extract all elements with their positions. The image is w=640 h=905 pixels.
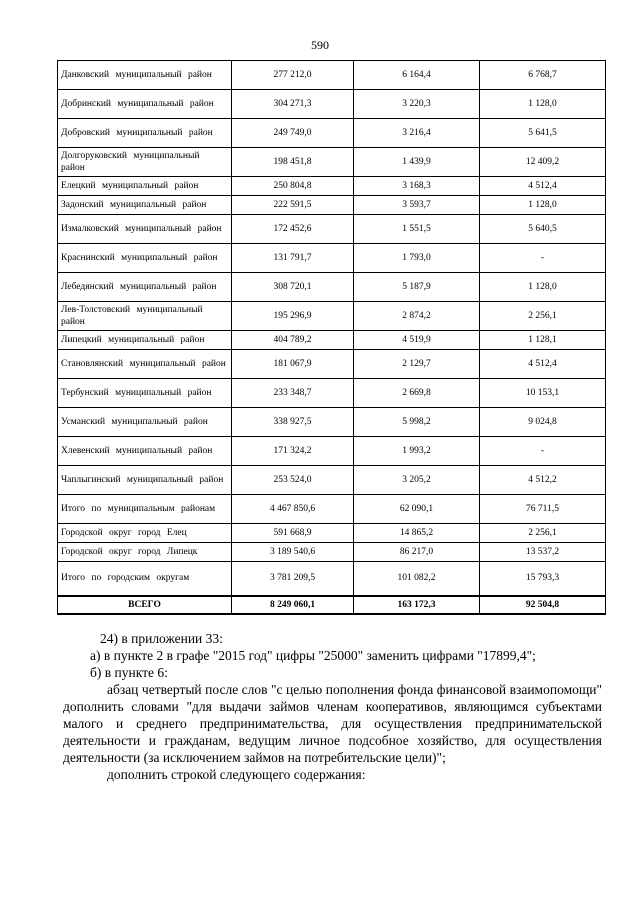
row-name-cell: Долгоруковский муниципальный район: [58, 148, 232, 177]
row-value-cell: 2 669,8: [354, 379, 480, 408]
row-value-cell: 2 874,2: [354, 302, 480, 331]
row-value-cell: 62 090,1: [354, 495, 480, 524]
row-value-cell: 5 998,2: [354, 408, 480, 437]
table-body: [58, 61, 606, 614]
row-value-cell: 233 348,7: [232, 379, 354, 408]
row-value-cell: 277 212,0: [232, 61, 354, 90]
row-value-cell: 4 519,9: [354, 331, 480, 350]
row-value-cell: 3 205,2: [354, 466, 480, 495]
row-value-cell: -: [480, 437, 606, 466]
row-value-cell: 250 804,8: [232, 177, 354, 196]
row-value-cell: 5 187,9: [354, 273, 480, 302]
row-value-cell: 1 793,0: [354, 244, 480, 273]
row-value-cell: 3 593,7: [354, 196, 480, 215]
row-name-cell: Измалковский муниципальный район: [58, 215, 232, 244]
row-value-cell: 222 591,5: [232, 196, 354, 215]
table-row: [58, 543, 606, 562]
row-value-cell: 9 024,8: [480, 408, 606, 437]
row-value-cell: 6 164,4: [354, 61, 480, 90]
row-value-cell: 4 512,4: [480, 350, 606, 379]
row-value-cell: 10 153,1: [480, 379, 606, 408]
row-value-cell: 181 067,9: [232, 350, 354, 379]
row-value-cell: 4 512,2: [480, 466, 606, 495]
row-value-cell: 101 082,2: [354, 562, 480, 596]
row-value-cell: 172 452,6: [232, 215, 354, 244]
row-value-cell: 3 168,3: [354, 177, 480, 196]
row-value-cell: 12 409,2: [480, 148, 606, 177]
row-value-cell: 1 128,0: [480, 196, 606, 215]
row-name-cell: Городской округ город Липецк: [58, 543, 232, 562]
page-number: 590: [311, 38, 329, 52]
row-name-cell: Добровский муниципальный район: [58, 119, 232, 148]
row-value-cell: 2 256,1: [480, 524, 606, 543]
table-row: [58, 466, 606, 495]
row-value-cell: 5 640,5: [480, 215, 606, 244]
table-row: [58, 61, 606, 90]
table-row: [58, 90, 606, 119]
row-value-cell: 4 512,4: [480, 177, 606, 196]
table-row: [58, 331, 606, 350]
total-value-cell: 163 172,3: [354, 596, 480, 614]
table-row: [58, 302, 606, 331]
budget-table: [57, 60, 606, 615]
table-row: [58, 196, 606, 215]
row-value-cell: 1 128,0: [480, 273, 606, 302]
row-value-cell: -: [480, 244, 606, 273]
row-value-cell: 308 720,1: [232, 273, 354, 302]
row-value-cell: 2 129,7: [354, 350, 480, 379]
total-value-cell: 92 504,8: [480, 596, 606, 614]
row-value-cell: 198 451,8: [232, 148, 354, 177]
row-value-cell: 5 641,5: [480, 119, 606, 148]
row-name-cell: Липецкий муниципальный район: [58, 331, 232, 350]
row-value-cell: 2 256,1: [480, 302, 606, 331]
row-name-cell: Краснинский муниципальный район: [58, 244, 232, 273]
row-value-cell: 3 220,3: [354, 90, 480, 119]
row-name-cell: Елецкий муниципальный район: [58, 177, 232, 196]
row-value-cell: 4 467 850,6: [232, 495, 354, 524]
table-row: [58, 495, 606, 524]
row-name-cell: Хлевенский муниципальный район: [58, 437, 232, 466]
row-value-cell: 304 271,3: [232, 90, 354, 119]
table-row: [58, 350, 606, 379]
row-name-cell: Лебедянский муниципальный район: [58, 273, 232, 302]
table-row: [58, 177, 606, 196]
row-value-cell: 3 189 540,6: [232, 543, 354, 562]
row-value-cell: 13 537,2: [480, 543, 606, 562]
row-name-cell: Данковский муниципальный район: [58, 61, 232, 90]
total-value-cell: 8 249 060,1: [232, 596, 354, 614]
row-name-cell: Добринский муниципальный район: [58, 90, 232, 119]
row-name-cell: Задонский муниципальный район: [58, 196, 232, 215]
table-row: [58, 215, 606, 244]
row-name-cell: Становлянский муниципальный район: [58, 350, 232, 379]
row-value-cell: 6 768,7: [480, 61, 606, 90]
table-row: [58, 148, 606, 177]
table-row: [58, 524, 606, 543]
row-value-cell: 131 791,7: [232, 244, 354, 273]
row-value-cell: 195 296,9: [232, 302, 354, 331]
total-label-cell: ВСЕГО: [58, 596, 232, 614]
row-value-cell: 3 216,4: [354, 119, 480, 148]
row-name-cell: Итого по городским округам: [58, 562, 232, 596]
row-name-cell: Усманский муниципальный район: [58, 408, 232, 437]
table-row: [58, 119, 606, 148]
row-value-cell: 591 668,9: [232, 524, 354, 543]
sub-item-a: а) в пункте 2 в графе "2015 год" цифры "25000" заменить цифрами "17899,4";: [90, 648, 536, 663]
row-name-cell: Чаплыгинский муниципальный район: [58, 466, 232, 495]
row-value-cell: 253 524,0: [232, 466, 354, 495]
sub-item-b: б) в пункте 6:: [90, 665, 168, 680]
row-value-cell: 171 324,2: [232, 437, 354, 466]
row-value-cell: 76 711,5: [480, 495, 606, 524]
amendment-text: [63, 630, 602, 783]
row-value-cell: 1 128,0: [480, 90, 606, 119]
row-value-cell: 14 865,2: [354, 524, 480, 543]
paragraph-add-line: дополнить строкой следующего содержания:: [107, 767, 366, 782]
paragraph-fourth-abzac: абзац четвертый после слов "с целью пополнения фонда финансовой взаимопомощи" дополнить словами "для выдачи займов членам кооперативов, являющимся субъектами малого и среднего предпринимательства, для осуществления предпринимательской деятельности и гражданам, ведущим личное подсобное хозяйство, для осуществления деятельности (за исключением займов на потребительские цели)";: [63, 682, 602, 765]
row-value-cell: 86 217,0: [354, 543, 480, 562]
row-name-cell: Итого по муниципальным районам: [58, 495, 232, 524]
table-row: [58, 562, 606, 596]
row-name-cell: Тербунский муниципальный район: [58, 379, 232, 408]
table-row: [58, 244, 606, 273]
row-value-cell: 1 993,2: [354, 437, 480, 466]
row-value-cell: 1 551,5: [354, 215, 480, 244]
row-name-cell: Городской округ город Елец: [58, 524, 232, 543]
total-row: [58, 596, 606, 614]
table-row: [58, 437, 606, 466]
row-value-cell: 249 749,0: [232, 119, 354, 148]
table-row: [58, 273, 606, 302]
table-row: [58, 379, 606, 408]
row-value-cell: 338 927,5: [232, 408, 354, 437]
row-name-cell: Лев-Толстовский муниципальный район: [58, 302, 232, 331]
item-24: 24) в приложении 33:: [100, 631, 223, 646]
row-value-cell: 15 793,3: [480, 562, 606, 596]
row-value-cell: 1 439,9: [354, 148, 480, 177]
row-value-cell: 404 789,2: [232, 331, 354, 350]
table-row: [58, 408, 606, 437]
row-value-cell: 3 781 209,5: [232, 562, 354, 596]
row-value-cell: 1 128,1: [480, 331, 606, 350]
